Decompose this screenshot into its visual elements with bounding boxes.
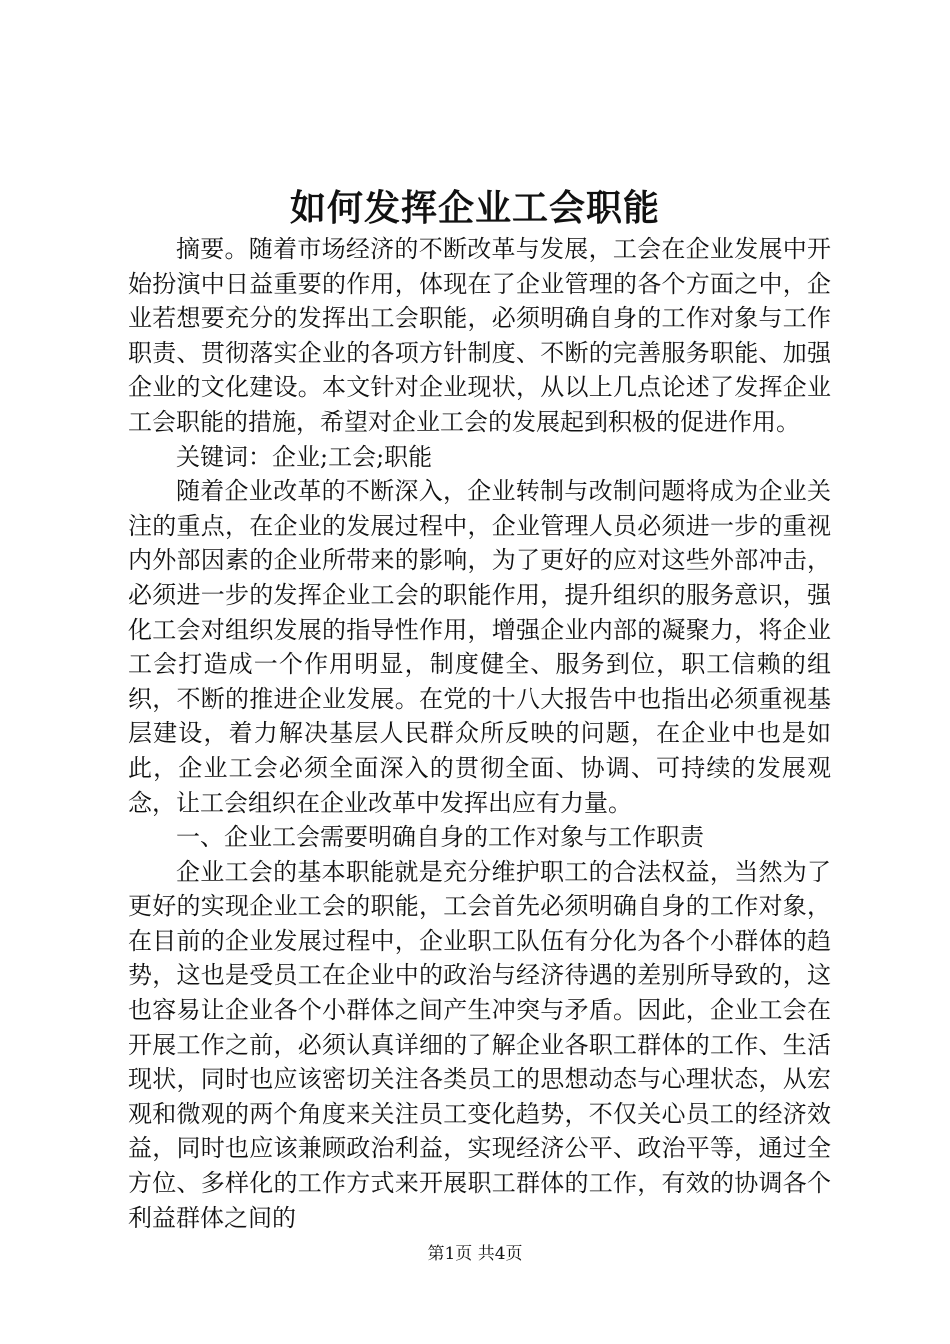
section-body-paragraph: 企业工会的基本职能就是充分维护职工的合法权益，当然为了更好的实现企业工会的职能，工会首先必须明确自身的工作对象，在目前的企业发展过程中，企业职工队伍有分化为各个小群体的趋势，这也是受员工在企业中的政治与经济待遇的差别所导致的，这也容易让企业各个小群体之间产生冲突与矛盾。因此，企业工会在开展工作之前，必须认真详细的了解企业各职工群体的工作、生活现状，同时也应该密切关注各类员工的思想动态与心理状态，从宏观和微观的两个角度来关注员工变化趋势，不仅关心员工的经济效益，同时也应该兼顾政治利益，实现经济公平、政治平等，通过全方位、多样化的工作方式来开展职工群体的工作，有效的协调各个利益群体之间的 xyxy=(128,857,831,1232)
keywords-paragraph: 关键词：企业;工会;职能 xyxy=(176,442,433,471)
document-title: 如何发挥企业工会职能 xyxy=(289,187,660,229)
page-number-footer: 第1页 共4页 xyxy=(427,1244,523,1264)
document-body xyxy=(128,232,831,1235)
section-heading: 一、企业工会需要明确自身的工作对象与工作职责 xyxy=(176,823,704,852)
abstract-paragraph: 摘要。随着市场经济的不断改革与发展，工会在企业发展中开始扮演中日益重要的作用，体现在了企业管理的各个方面之中，企业若想要充分的发挥出工会职能，必须明确自身的工作对象与工作职责、贯彻落实企业的各项方针制度、不断的完善服务职能、加强企业的文化建设。本文针对企业现状，从以上几点论述了发挥企业工会职能的措施，希望对企业工会的发展起到积极的促进作用。 xyxy=(128,235,831,436)
introduction-paragraph: 随着企业改革的不断深入，企业转制与改制问题将成为企业关注的重点，在企业的发展过程中，企业管理人员必须进一步的重视内外部因素的企业所带来的影响，为了更好的应对这些外部冲击，必须进一步的发挥企业工会的职能作用，提升组织的服务意识，强化工会对组织发展的指导性作用，增强企业内部的凝聚力，将企业工会打造成一个作用明显，制度健全、服务到位，职工信赖的组织，不断的推进企业发展。在党的十八大报告中也指出必须重视基层建设，着力解决基层人民群众所反映的问题，在企业中也是如此，企业工会必须全面深入的贯彻全面、协调、可持续的发展观念，让工会组织在企业改革中发挥出应有力量。 xyxy=(128,477,831,817)
